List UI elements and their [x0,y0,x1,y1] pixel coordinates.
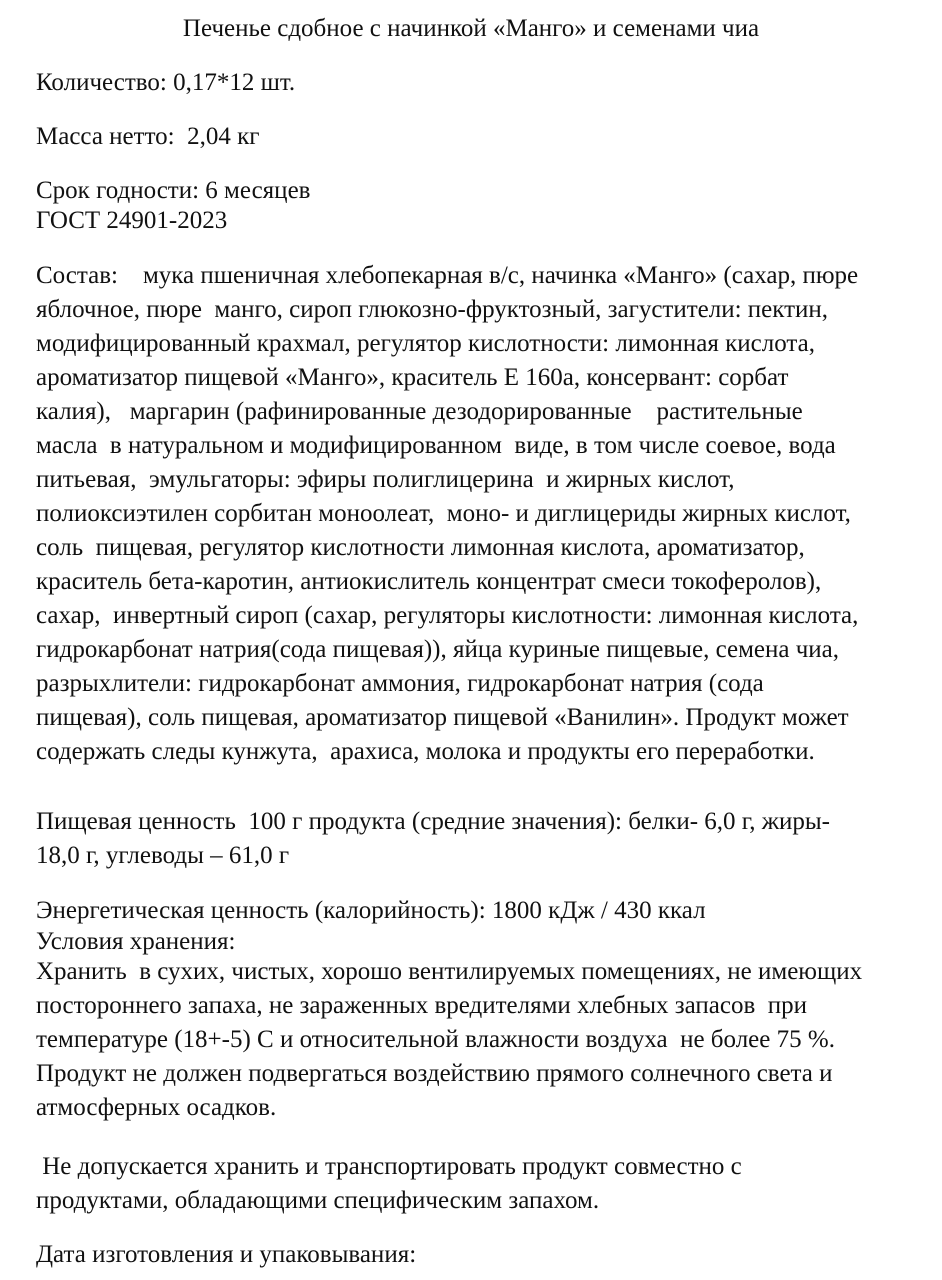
composition-line: Состав: мука пшеничная хлебопекарная в/с, начинка «Манго» (сахар, пюре [36,262,859,289]
storage-line: Хранить в сухих, чистых, хорошо вентилируемых помещениях, не имеющих [36,958,863,985]
composition-line: гидрокарбонат натрия(сода пищевая)), яйца куриные пищевые, семена чиа, [36,636,840,663]
transport-line: продуктами, обладающими специфическим запахом. [36,1187,600,1214]
storage-heading: Условия хранения: [36,928,236,955]
storage-paragraph [36,955,916,1125]
storage-line: температуре (18+-5) С и относительной влажности воздуха не более 75 %. [36,1026,835,1053]
composition-line: яблочное, пюре манго, сироп глюкозно-фруктозный, загустители: пектин, [36,296,829,323]
nutrition-line: Пищевая ценность 100 г продукта (средние значения): белки- 6,0 г, жиры- [36,808,830,835]
composition-line: модифицированный крахмал, регулятор кислотности: лимонная кислота, [36,330,815,357]
product-title: Печенье сдобное с начинкой «Манго» и семенами чиа [182,15,760,42]
composition-line: краситель бета-каротин, антиокислитель концентрат смеси токоферолов), [36,568,822,595]
composition-line: пищевая), соль пищевая, ароматизатор пищевой «Ванилин». Продукт может [36,704,849,731]
composition-line: ароматизатор пищевой «Манго», краситель Е 160а, консервант: сорбат [36,364,789,391]
composition-line: калия), маргарин (рафинированные дезодорированные растительные [36,398,803,425]
composition-line: сахар, инвертный сироп (сахар, регуляторы кислотности: лимонная кислота, [36,602,859,629]
standard-line: ГОСТ 24901-2023 [36,207,228,234]
nutrition-paragraph [36,805,916,873]
shelf-life-line: Срок годности: 6 месяцев [36,177,311,204]
composition-line: разрыхлители: гидрокарбонат аммония, гидрокарбонат натрия (сода [36,670,764,697]
composition-paragraph [36,259,916,769]
manufacture-date-line: Дата изготовления и упаковывания: [36,1241,417,1268]
net-weight-line: Масса нетто: 2,04 кг [36,123,260,150]
composition-line: полиоксиэтилен сорбитан моноолеат, моно- и диглицериды жирных кислот, [36,500,851,527]
composition-line: питьевая, эмульгаторы: эфиры полиглицерина и жирных кислот, [36,466,735,493]
composition-line: масла в натуральном и модифицированном виде, в том числе соевое, вода [36,432,836,459]
transport-paragraph [36,1150,916,1218]
nutrition-line: 18,0 г, углеводы – 61,0 г [36,842,290,869]
composition-line: содержать следы кунжута, арахиса, молока и продукты его переработки. [36,738,815,765]
quantity-line: Количество: 0,17*12 шт. [36,69,296,96]
storage-line: Продукт не должен подвергаться воздействию прямого солнечного света и [36,1060,833,1087]
composition-line: соль пищевая, регулятор кислотности лимонная кислота, ароматизатор, [36,534,805,561]
storage-line: постороннего запаха, не зараженных вредителями хлебных запасов при [36,992,808,1019]
transport-line: Не допускается хранить и транспортировать продукт совместно с [36,1153,742,1180]
storage-line: атмосферных осадков. [36,1094,277,1121]
energy-line: Энергетическая ценность (калорийность): 1800 кДж / 430 ккал [36,897,706,924]
